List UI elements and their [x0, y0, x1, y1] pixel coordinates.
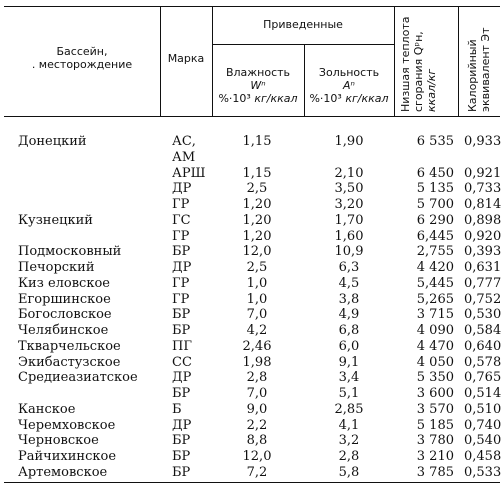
row-name: Ткварчельское: [18, 339, 121, 354]
row-heat: 5,445: [416, 276, 454, 291]
row-mark: ГР: [172, 276, 190, 291]
row-ash: 2,85: [334, 402, 364, 417]
row-equiv: 0,740: [464, 418, 502, 433]
row-equiv: 0,733: [464, 181, 502, 196]
row-heat: 6 290: [416, 213, 454, 228]
row-ash: 1,70: [334, 213, 364, 228]
row-heat: 4 470: [416, 339, 454, 354]
row-moisture: 7,2: [246, 465, 268, 480]
row-heat: 6 450: [416, 166, 454, 181]
row-ash: 3,8: [338, 292, 360, 307]
row-ash: 4,1: [338, 418, 360, 433]
header-basin-line1: Бассейн,: [56, 45, 108, 58]
row-mark: ГС: [172, 213, 191, 228]
header-moisture-unit-prefix: %·10³: [218, 92, 251, 105]
row-moisture: 1,20: [242, 213, 272, 228]
header-ash-unit: [304, 92, 394, 105]
header-ash-line1: Зольность: [318, 66, 380, 79]
row-equiv: 0,777: [464, 276, 502, 291]
row-moisture: 2,5: [246, 181, 268, 196]
row-moisture: 7,0: [246, 386, 268, 401]
row-ash: 1,90: [334, 134, 364, 149]
row-equiv: 0,640: [464, 339, 502, 354]
header-heat-line1: Низшая теплота: [399, 16, 412, 112]
row-moisture: 4,2: [246, 323, 268, 338]
header-ash: [304, 66, 394, 105]
row-moisture: 2,46: [242, 339, 272, 354]
row-name: Райчихинское: [18, 449, 117, 464]
header-moisture-line1: Влажность: [225, 66, 291, 79]
row-ash: 4,9: [338, 307, 360, 322]
row-moisture: 1,20: [242, 229, 272, 244]
row-mark: БР: [172, 465, 191, 480]
row-mark: ДР: [172, 370, 192, 385]
header-equiv-line1: Калорийный: [466, 39, 479, 112]
row-mark: ДР: [172, 260, 192, 275]
header-group: Приведенные: [263, 18, 343, 31]
row-heat: 3 780: [416, 433, 454, 448]
header-moisture: [212, 66, 304, 105]
row-moisture: 1,0: [246, 292, 268, 307]
row-heat: 3 600: [416, 386, 454, 401]
row-equiv: 0,530: [464, 307, 502, 322]
row-name: Кузнецкий: [18, 213, 93, 228]
row-equiv: 0,533: [464, 465, 502, 480]
row-name: Егоршинское: [18, 292, 111, 307]
row-ash: 5,8: [338, 465, 360, 480]
row-mark: БР: [172, 244, 191, 259]
row-name: Челябинское: [18, 323, 109, 338]
row-mark: БР: [172, 449, 191, 464]
header-equiv: [466, 27, 492, 112]
row-moisture: 1,15: [242, 166, 272, 181]
header-heat: [399, 17, 438, 112]
header-mark: Марка: [167, 52, 205, 65]
table-top-rule: [4, 6, 500, 7]
header-heat-line3: ккал/кг: [425, 68, 438, 112]
row-moisture: 7,0: [246, 307, 268, 322]
row-moisture: 8,8: [246, 433, 268, 448]
row-mark: АРШ: [172, 166, 206, 181]
header-moisture-symbol: Wⁿ: [250, 79, 266, 92]
header-moisture-unit-italic: кг/ккал: [254, 92, 298, 105]
row-mark: ГР: [172, 229, 190, 244]
row-moisture: 1,20: [242, 197, 272, 212]
row-heat: 2,755: [416, 244, 454, 259]
row-equiv: 0,898: [464, 213, 502, 228]
row-equiv: 0,540: [464, 433, 502, 448]
row-heat: 3 785: [416, 465, 454, 480]
row-moisture: 12,0: [242, 244, 272, 259]
row-heat: 5,265: [416, 292, 454, 307]
row-heat: 5 135: [416, 181, 454, 196]
row-heat: 5 350: [416, 370, 454, 385]
row-mark: БР: [172, 323, 191, 338]
row-name: Черемховское: [18, 418, 116, 433]
row-heat: 6 535: [416, 134, 454, 149]
row-moisture: 2,5: [246, 260, 268, 275]
row-moisture: 1,98: [242, 355, 272, 370]
row-name: Канское: [18, 402, 76, 417]
row-heat: 4 420: [416, 260, 454, 275]
row-equiv: 0,393: [464, 244, 502, 259]
table-bottom-rule: [4, 482, 500, 483]
row-moisture: 2,2: [246, 418, 268, 433]
row-name: Донецкий: [18, 134, 87, 149]
col-rule-equiv: [458, 6, 459, 116]
row-ash: 3,4: [338, 370, 360, 385]
row-heat: 3 570: [416, 402, 454, 417]
row-mark: Б: [172, 402, 182, 417]
row-ash: 10,9: [334, 244, 364, 259]
row-mark: АМ: [172, 150, 196, 165]
row-mark: БР: [172, 307, 191, 322]
row-moisture: 12,0: [242, 449, 272, 464]
row-equiv: 0,752: [464, 292, 502, 307]
header-moisture-unit: [212, 92, 304, 105]
header-basin-line2: . месторождение: [31, 58, 133, 71]
row-heat: 4 050: [416, 355, 454, 370]
row-mark: ДР: [172, 418, 192, 433]
row-mark: БР: [172, 386, 191, 401]
row-ash: 2,8: [338, 449, 360, 464]
row-mark: ГР: [172, 197, 190, 212]
row-moisture: 2,8: [246, 370, 268, 385]
header-ash-unit-prefix: %·10³: [309, 92, 342, 105]
row-ash: 5,1: [338, 386, 360, 401]
header-bottom-rule: [4, 116, 500, 117]
row-equiv: 0,765: [464, 370, 502, 385]
row-equiv: 0,631: [464, 260, 502, 275]
row-name: Артемовское: [18, 465, 108, 480]
row-ash: 1,60: [334, 229, 364, 244]
header-ash-symbol: Aⁿ: [343, 79, 355, 92]
row-equiv: 0,584: [464, 323, 502, 338]
row-ash: 3,50: [334, 181, 364, 196]
row-mark: СС: [172, 355, 192, 370]
col-rule-heat: [394, 6, 395, 116]
row-equiv: 0,458: [464, 449, 502, 464]
header-equiv-line2: эквивалент Эт: [479, 27, 492, 112]
group-underline-rule: [212, 44, 394, 45]
row-heat: 3 715: [416, 307, 454, 322]
row-mark: ГР: [172, 292, 190, 307]
row-ash: 3,20: [334, 197, 364, 212]
header-heat-line2: сгорания Qᵖн,: [412, 31, 425, 112]
row-mark: АС,: [172, 134, 196, 149]
row-equiv: 0,933: [464, 134, 502, 149]
row-moisture: 1,15: [242, 134, 272, 149]
row-name: Средиеазиатское: [18, 370, 138, 385]
row-ash: 3,2: [338, 433, 360, 448]
row-heat: 3 210: [416, 449, 454, 464]
row-equiv: 0,510: [464, 402, 502, 417]
row-heat: 6,445: [416, 229, 454, 244]
row-moisture: 9,0: [246, 402, 268, 417]
row-mark: ПГ: [172, 339, 192, 354]
row-name: Черновское: [18, 433, 99, 448]
header-ash-unit-italic: кг/ккал: [345, 92, 389, 105]
header-basin: [4, 45, 160, 71]
row-moisture: 1,0: [246, 276, 268, 291]
row-equiv: 0,514: [464, 386, 502, 401]
row-heat: 5 700: [416, 197, 454, 212]
row-name: Киз еловское: [18, 276, 110, 291]
row-ash: 6,8: [338, 323, 360, 338]
row-name: Богословское: [18, 307, 112, 322]
row-ash: 2,10: [334, 166, 364, 181]
row-equiv: 0,920: [464, 229, 502, 244]
row-ash: 6,0: [338, 339, 360, 354]
row-heat: 4 090: [416, 323, 454, 338]
row-name: Экибастузское: [18, 355, 121, 370]
row-heat: 5 185: [416, 418, 454, 433]
row-ash: 9,1: [338, 355, 360, 370]
row-ash: 4,5: [338, 276, 360, 291]
row-ash: 6,3: [338, 260, 360, 275]
row-equiv: 0,921: [464, 166, 502, 181]
row-mark: БР: [172, 433, 191, 448]
row-name: Подмосковный: [18, 244, 122, 259]
row-equiv: 0,578: [464, 355, 502, 370]
row-mark: ДР: [172, 181, 192, 196]
row-name: Печорский: [18, 260, 95, 275]
row-equiv: 0,814: [464, 197, 502, 212]
